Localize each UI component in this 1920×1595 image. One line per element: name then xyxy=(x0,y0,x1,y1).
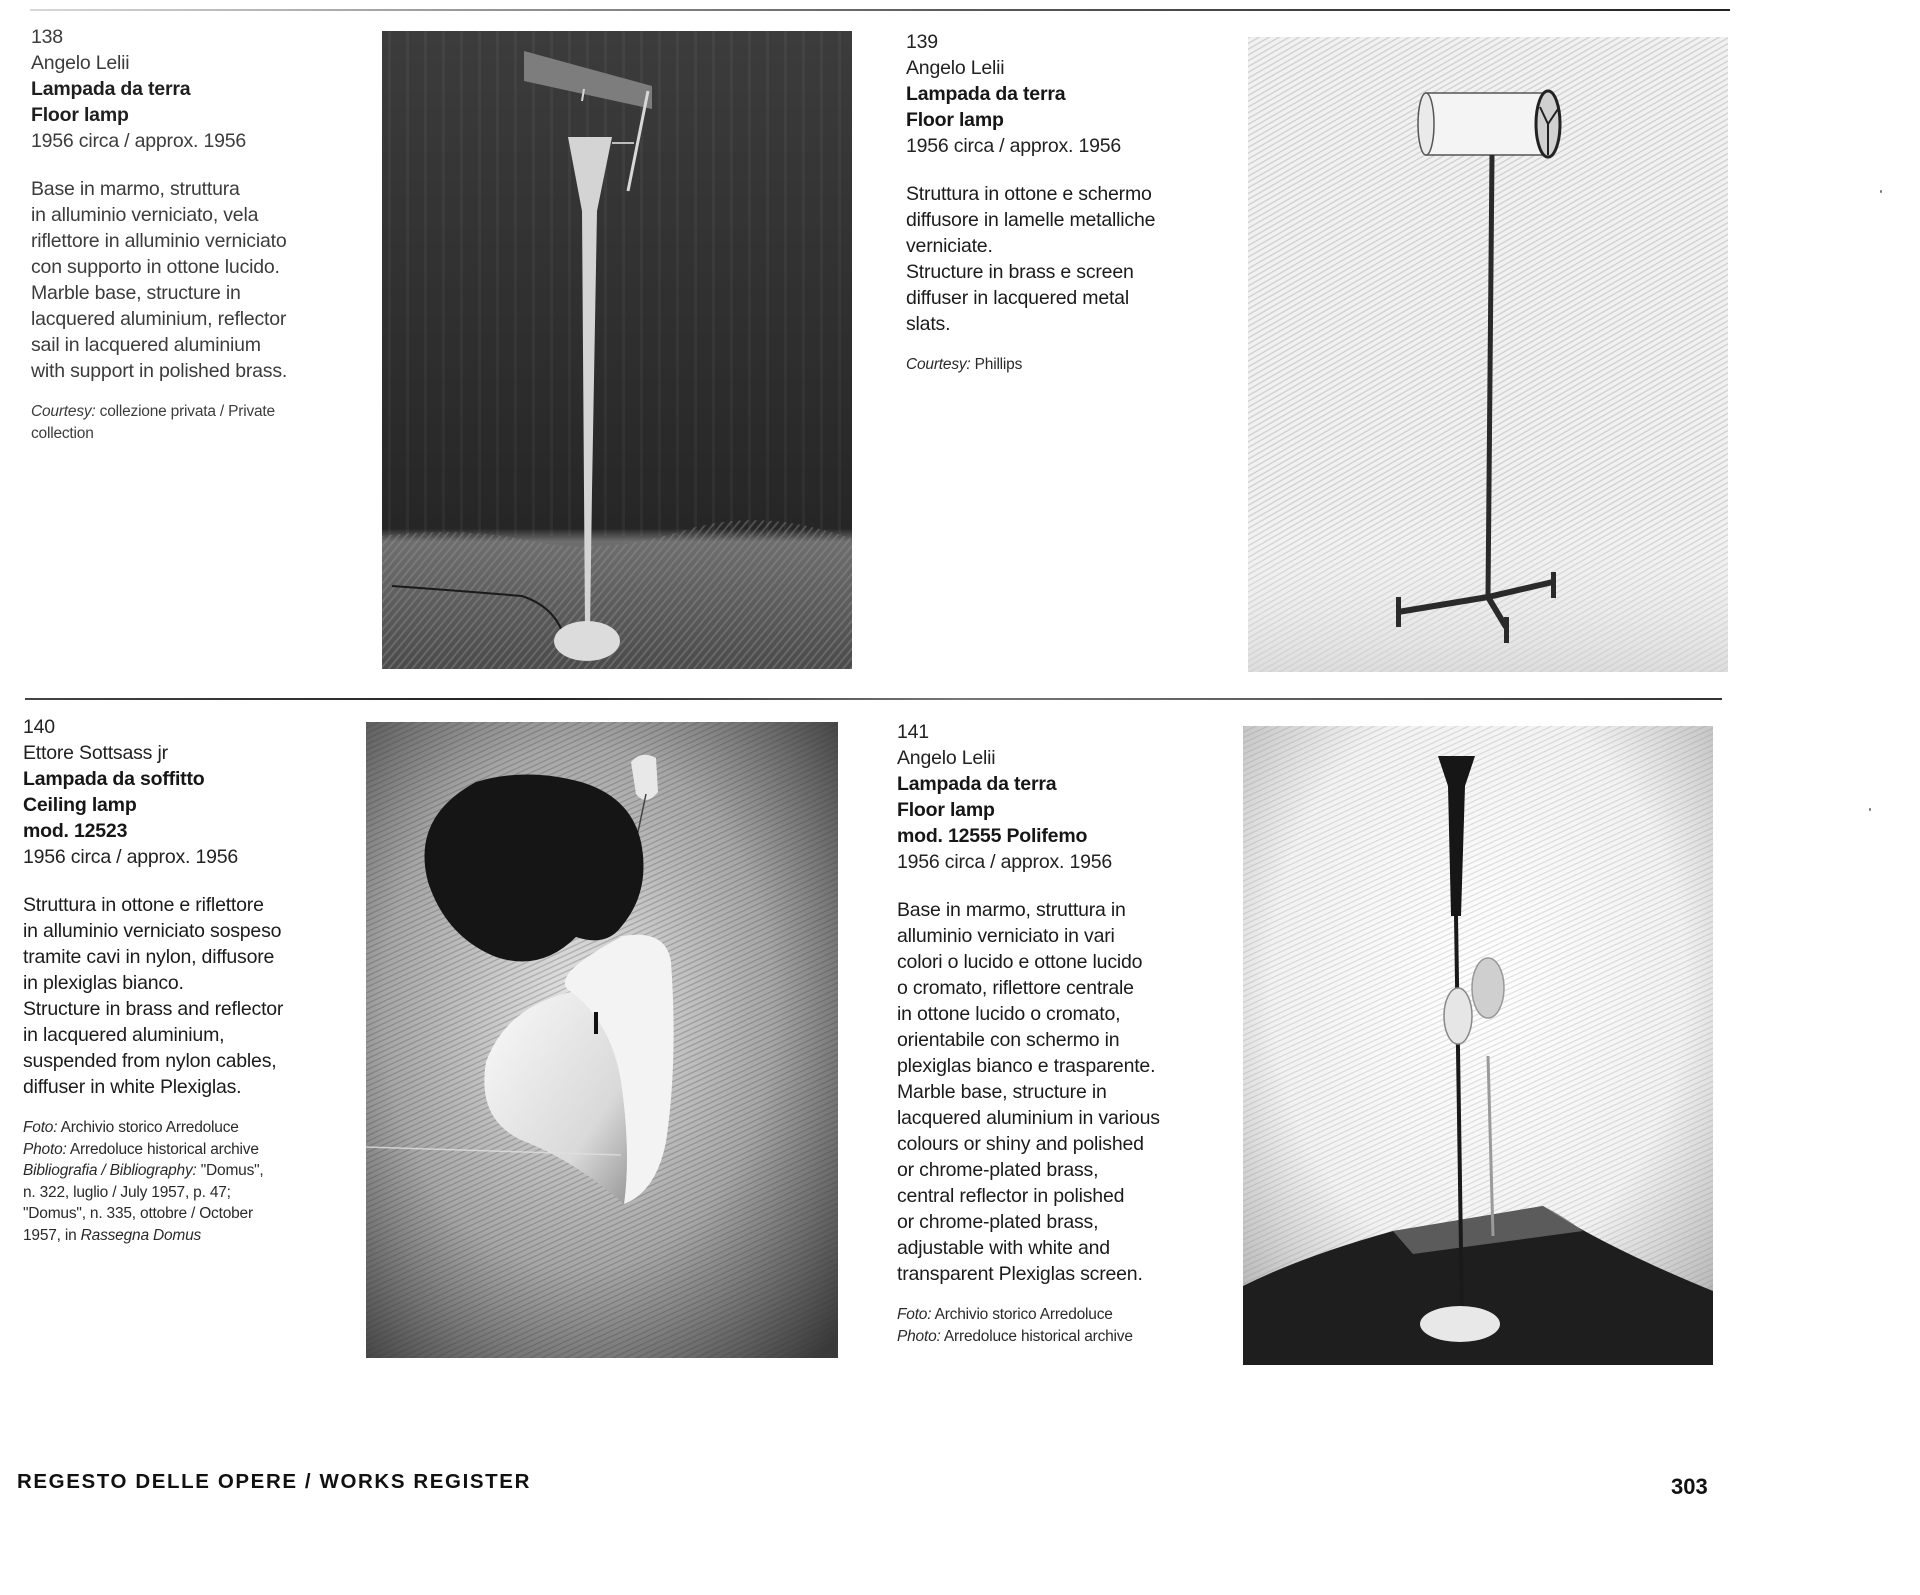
credit-label: Courtesy: xyxy=(31,403,96,420)
credit-text: Phillips xyxy=(970,356,1023,373)
section-title: REGESTO DELLE OPERE / WORKS REGISTER xyxy=(17,1470,531,1493)
description-line: transparent Plexiglas screen. xyxy=(897,1263,1143,1285)
credit-label: Photo: xyxy=(897,1327,941,1345)
description-line: in alluminio verniciato sospeso xyxy=(23,920,282,942)
entry-credits xyxy=(31,401,351,444)
entry-title-it: Lampada da terra xyxy=(897,773,1057,795)
credit-line xyxy=(906,354,1226,376)
entry-number: 141 xyxy=(897,721,929,743)
entry-title-en: Floor lamp xyxy=(906,109,1004,131)
credit-text: 1957, in xyxy=(23,1226,81,1244)
entry-title-en: Floor lamp xyxy=(897,799,995,821)
entry-date: 1956 circa / approx. 1956 xyxy=(23,846,239,868)
description-line: plexiglas bianco e trasparente. xyxy=(897,1055,1156,1077)
credit-line xyxy=(23,1225,353,1247)
description-line: tramite cavi in nylon, diffusore xyxy=(23,946,275,968)
entry-credits xyxy=(23,1117,353,1246)
description-line: Structure in brass e screen xyxy=(906,261,1134,283)
credit-line xyxy=(23,1203,353,1225)
description-line: Base in marmo, struttura in xyxy=(897,899,1126,921)
description-line: or chrome-plated brass, xyxy=(897,1211,1099,1233)
credit-text: Archivio storico Arredoluce xyxy=(931,1306,1113,1323)
credit-italic-suffix: Rassegna Domus xyxy=(80,1226,202,1244)
description-line: sail in lacquered aluminium xyxy=(31,334,261,356)
entry-author: Ettore Sottsass jr xyxy=(23,742,168,764)
description-line: o cromato, riflettore centrale xyxy=(897,977,1134,999)
description-line: Structure in brass and reflector xyxy=(23,998,284,1020)
scan-speck xyxy=(1869,808,1871,811)
credit-text: collection xyxy=(31,424,94,442)
description-line: diffusore in lamelle metalliche xyxy=(906,209,1156,231)
entry-description xyxy=(897,897,1227,1287)
description-line: riflettore in alluminio verniciato xyxy=(31,230,287,252)
credit-line xyxy=(897,1326,1227,1348)
entry-author: Angelo Lelii xyxy=(31,52,130,74)
description-line: lacquered aluminium, reflector xyxy=(31,308,287,330)
credit-line xyxy=(31,423,351,445)
description-line: in ottone lucido o cromato, xyxy=(897,1003,1121,1025)
description-line: Struttura in ottone e riflettore xyxy=(23,894,264,916)
credit-label: Courtesy: xyxy=(906,356,971,373)
entry-date: 1956 circa / approx. 1956 xyxy=(906,135,1122,157)
entry-date: 1956 circa / approx. 1956 xyxy=(31,130,247,152)
page-number: 303 xyxy=(1671,1474,1708,1499)
description-line: lacquered aluminium in various xyxy=(897,1107,1160,1129)
middle-divider xyxy=(25,698,1722,700)
entry-author: Angelo Lelii xyxy=(897,747,996,769)
credit-text: "Domus", n. 335, ottobre / October xyxy=(23,1205,253,1222)
entry-description xyxy=(31,176,351,384)
entry-number: 138 xyxy=(31,26,63,48)
entry-title-en: Floor lamp xyxy=(31,104,129,126)
description-line: in plexiglas bianco. xyxy=(23,972,184,994)
credit-line xyxy=(897,1304,1227,1326)
credit-label: Foto: xyxy=(897,1306,932,1323)
entry-description xyxy=(23,892,353,1100)
credit-text: collezione privata / Private xyxy=(95,403,275,420)
description-line: con supporto in ottone lucido. xyxy=(31,256,280,278)
catalogue-entry-138 xyxy=(31,24,351,444)
description-line: alluminio verniciato in vari xyxy=(897,925,1115,947)
description-line: diffuser in white Plexiglas. xyxy=(23,1076,242,1098)
scan-speck xyxy=(1880,190,1882,193)
credit-line xyxy=(23,1139,353,1161)
description-line: colours or shiny and polished xyxy=(897,1133,1144,1155)
entry-title-it: Lampada da terra xyxy=(906,83,1066,105)
credit-label: Bibliografia / Bibliography: xyxy=(23,1162,197,1179)
entry-credits xyxy=(906,354,1226,376)
entry-author: Angelo Lelii xyxy=(906,57,1005,79)
description-line: diffuser in lacquered metal xyxy=(906,287,1129,309)
description-line: in alluminio verniciato, vela xyxy=(31,204,259,226)
credit-text: n. 322, luglio / July 1957, p. 47; xyxy=(23,1183,231,1201)
credit-text: "Domus", xyxy=(196,1162,264,1179)
description-line: Struttura in ottone e schermo xyxy=(906,183,1152,205)
entry-credits xyxy=(897,1304,1227,1347)
credit-label: Foto: xyxy=(23,1119,58,1136)
description-line: slats. xyxy=(906,313,951,335)
description-line: in lacquered aluminium, xyxy=(23,1024,225,1046)
description-line: orientabile con schermo in xyxy=(897,1029,1120,1051)
catalogue-entry-140 xyxy=(23,714,353,1246)
catalogue-entry-139 xyxy=(906,29,1226,376)
description-line: with support in polished brass. xyxy=(31,360,288,382)
credit-line xyxy=(23,1117,353,1139)
entry-title-it: Lampada da terra xyxy=(31,78,191,100)
entry-title-en: Ceiling lamp xyxy=(23,794,137,816)
description-line: Marble base, structure in xyxy=(897,1081,1107,1103)
entry-number: 139 xyxy=(906,31,938,53)
description-line: suspended from nylon cables, xyxy=(23,1050,277,1072)
entry-model: mod. 12523 xyxy=(23,820,128,842)
credit-text: Archivio storico Arredoluce xyxy=(57,1119,239,1136)
entry-date: 1956 circa / approx. 1956 xyxy=(897,851,1113,873)
credit-line xyxy=(23,1182,353,1204)
top-divider xyxy=(30,9,1730,11)
description-line: adjustable with white and xyxy=(897,1237,1110,1259)
description-line: verniciate. xyxy=(906,235,993,257)
entry-title-it: Lampada da soffitto xyxy=(23,768,205,790)
credit-line xyxy=(23,1160,353,1182)
description-line: central reflector in polished xyxy=(897,1185,1125,1207)
photo-entry-138 xyxy=(382,31,852,669)
catalogue-entry-141 xyxy=(897,719,1227,1347)
photo-entry-140 xyxy=(366,722,838,1358)
entry-model: mod. 12555 Polifemo xyxy=(897,825,1088,847)
credit-line xyxy=(31,401,351,423)
entry-number: 140 xyxy=(23,716,55,738)
description-line: or chrome-plated brass, xyxy=(897,1159,1099,1181)
photo-entry-141 xyxy=(1243,726,1713,1365)
description-line: colori o lucido e ottone lucido xyxy=(897,951,1143,973)
credit-text: Arredoluce historical archive xyxy=(66,1140,259,1158)
credit-label: Photo: xyxy=(23,1140,67,1158)
credit-text: Arredoluce historical archive xyxy=(940,1327,1133,1345)
description-line: Marble base, structure in xyxy=(31,282,241,304)
photo-entry-139 xyxy=(1248,37,1728,672)
entry-description xyxy=(906,181,1226,337)
description-line: Base in marmo, struttura xyxy=(31,178,240,200)
